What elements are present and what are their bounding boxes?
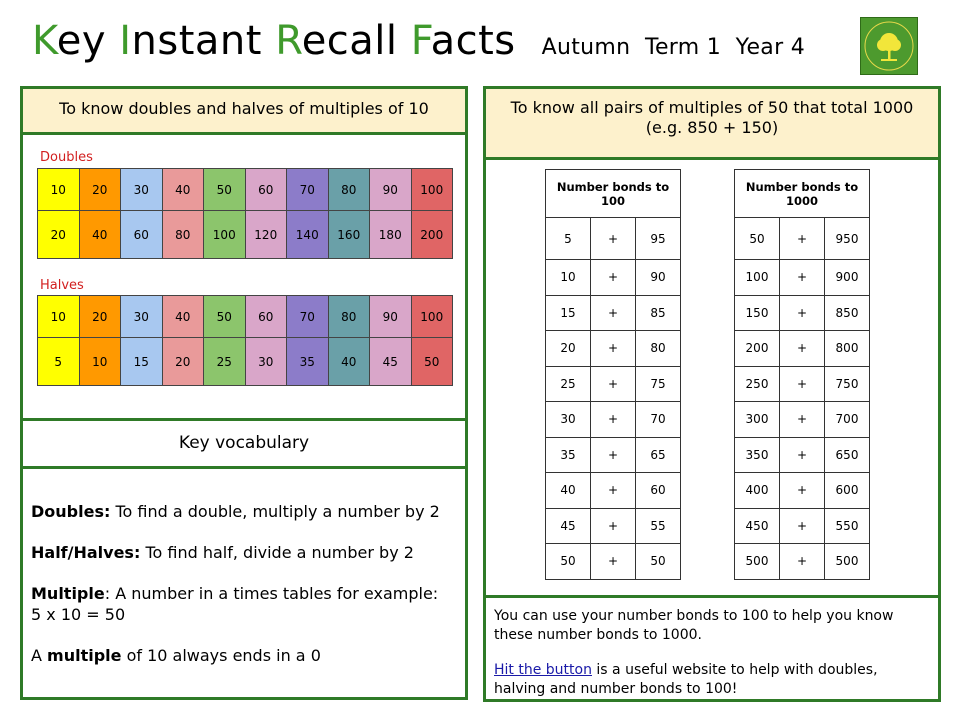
vocab-term: Half/Halves: (31, 543, 141, 562)
bonds-1000-row (735, 402, 870, 438)
bonds-1000-row (735, 544, 870, 580)
halves-result-cell: 25 (204, 338, 246, 386)
bonds-100-row (546, 331, 681, 367)
bonds-1000-plus-sign: + (780, 260, 825, 296)
bonds-1000-addend-b: 500 (825, 544, 870, 580)
bonds-100-addend-a: 50 (546, 544, 591, 580)
bonds-1000-row (735, 218, 870, 260)
bonds-100-row (546, 218, 681, 260)
bonds-1000-plus-sign: + (780, 331, 825, 367)
halves-cell: 70 (287, 296, 329, 338)
vocab-term: Multiple (31, 584, 105, 603)
bonds-1000-plus-sign: + (780, 544, 825, 580)
bonds-100-addend-a: 30 (546, 402, 591, 438)
title-rest-3: ecall (301, 18, 411, 64)
bonds-1000-addend-b: 800 (825, 331, 870, 367)
doubles-cell: 100 (411, 169, 453, 211)
vocab-item-multiple-of-10 (31, 645, 459, 666)
bonds-1000-plus-sign: + (780, 402, 825, 438)
school-logo (860, 17, 918, 75)
note-paragraph-1: You can use your number bonds to 100 to help you know these number bonds to 1000. (494, 608, 894, 643)
number-bonds-heading-line1: To know all pairs of multiples of 50 that total 1000 (510, 98, 914, 117)
doubles-cell: 60 (245, 169, 287, 211)
bonds-1000-addend-a: 250 (735, 366, 780, 402)
doubles-cell: 30 (121, 169, 163, 211)
tree-icon (861, 18, 917, 74)
doubles-cell: 40 (162, 169, 204, 211)
vocab-prefix: A (31, 646, 48, 665)
bonds-100-addend-b: 85 (636, 295, 681, 331)
bonds-1000-plus-sign: + (780, 295, 825, 331)
halves-cell: 90 (370, 296, 412, 338)
title-rest-2: nstant (131, 18, 276, 64)
halves-result-cell: 15 (121, 338, 163, 386)
halves-bottom-row (38, 338, 453, 386)
bonds-100-addend-b: 90 (636, 260, 681, 296)
bonds-100-row (546, 473, 681, 509)
bonds-100-addend-a: 45 (546, 508, 591, 544)
halves-cell: 10 (38, 296, 80, 338)
vocab-definition: To find half, divide a number by 2 (140, 543, 414, 562)
halves-cell: 60 (245, 296, 287, 338)
doubles-label: Doubles (40, 150, 93, 165)
bonds-100-addend-a: 15 (546, 295, 591, 331)
doubles-grid (37, 168, 453, 259)
doubles-result-cell: 140 (287, 211, 329, 259)
bonds-100-addend-b: 50 (636, 544, 681, 580)
vocab-item-doubles (31, 501, 459, 522)
bonds-1000-addend-b: 750 (825, 366, 870, 402)
doubles-cell: 50 (204, 169, 246, 211)
doubles-cell: 20 (79, 169, 121, 211)
title-initial-r: R (275, 18, 302, 64)
bonds-1000-addend-a: 500 (735, 544, 780, 580)
doubles-result-cell: 180 (370, 211, 412, 259)
halves-cell: 20 (79, 296, 121, 338)
vocab-definition: : A number in a times tables for example: (104, 584, 439, 603)
vocab-definition: of 10 always ends in a 0 (121, 646, 321, 665)
vocab-example: 5 x 10 = 50 (31, 605, 126, 624)
doubles-bottom-row (38, 211, 453, 259)
bonds-100-row (546, 402, 681, 438)
doubles-halves-panel (20, 86, 468, 421)
bonds-100-row (546, 544, 681, 580)
halves-result-cell: 40 (328, 338, 370, 386)
bonds-100-row (546, 366, 681, 402)
vocab-item-multiple (31, 583, 459, 604)
bonds-100-row (546, 295, 681, 331)
title-rest-1: ey (56, 18, 120, 64)
bonds-to-100-title: Number bonds to 100 (546, 170, 681, 218)
bonds-100-row (546, 437, 681, 473)
bonds-100-row (546, 260, 681, 296)
vocab-term: Doubles: (31, 502, 111, 521)
doubles-result-cell: 40 (79, 211, 121, 259)
bonds-100-plus-sign: + (591, 402, 636, 438)
halves-cell: 50 (204, 296, 246, 338)
halves-grid (37, 295, 453, 386)
bonds-100-plus-sign: + (591, 437, 636, 473)
bonds-1000-addend-b: 900 (825, 260, 870, 296)
bonds-100-addend-b: 95 (636, 218, 681, 260)
bonds-1000-row (735, 437, 870, 473)
bonds-1000-row (735, 295, 870, 331)
bonds-100-plus-sign: + (591, 508, 636, 544)
vocabulary-heading-text: Key vocabulary (178, 433, 310, 453)
bonds-1000-row (735, 366, 870, 402)
bonds-1000-addend-b: 650 (825, 437, 870, 473)
halves-top-row (38, 296, 453, 338)
halves-result-cell: 30 (245, 338, 287, 386)
halves-cell: 100 (411, 296, 453, 338)
bonds-to-1000-table (734, 169, 870, 580)
number-bonds-panel (483, 86, 941, 702)
doubles-result-cell: 160 (328, 211, 370, 259)
bonds-1000-addend-b: 700 (825, 402, 870, 438)
bonds-100-addend-b: 75 (636, 366, 681, 402)
bonds-1000-plus-sign: + (780, 473, 825, 509)
bonds-1000-addend-a: 50 (735, 218, 780, 260)
bonds-100-addend-b: 65 (636, 437, 681, 473)
vocab-item-halves (31, 542, 459, 563)
doubles-result-cell: 80 (162, 211, 204, 259)
bonds-100-addend-a: 20 (546, 331, 591, 367)
halves-result-cell: 5 (38, 338, 80, 386)
bonds-1000-plus-sign: + (780, 437, 825, 473)
bonds-1000-addend-a: 350 (735, 437, 780, 473)
bonds-1000-addend-a: 200 (735, 331, 780, 367)
doubles-result-cell: 20 (38, 211, 80, 259)
note-paragraph-2 (494, 661, 930, 699)
doubles-cell: 90 (370, 169, 412, 211)
halves-result-cell: 35 (287, 338, 329, 386)
title-initial-i: I (119, 18, 132, 64)
halves-label: Halves (40, 278, 84, 293)
number-bonds-note (486, 595, 938, 699)
halves-result-cell: 10 (79, 338, 121, 386)
doubles-halves-heading (23, 89, 465, 135)
bonds-100-addend-a: 10 (546, 260, 591, 296)
bonds-100-addend-a: 40 (546, 473, 591, 509)
bonds-1000-addend-a: 300 (735, 402, 780, 438)
bonds-1000-row (735, 508, 870, 544)
bonds-to-1000-title: Number bonds to 1000 (735, 170, 870, 218)
bonds-100-addend-b: 60 (636, 473, 681, 509)
vocab-term: multiple (47, 646, 122, 665)
number-bonds-heading-line2: (e.g. 850 + 150) (645, 118, 779, 137)
halves-result-cell: 50 (411, 338, 453, 386)
bonds-100-addend-b: 80 (636, 331, 681, 367)
bonds-100-addend-b: 70 (636, 402, 681, 438)
doubles-result-cell: 200 (411, 211, 453, 259)
bonds-1000-row (735, 260, 870, 296)
bonds-1000-row (735, 331, 870, 367)
bonds-1000-addend-a: 450 (735, 508, 780, 544)
bonds-1000-addend-b: 550 (825, 508, 870, 544)
vocabulary-panel (20, 418, 468, 700)
bonds-100-plus-sign: + (591, 544, 636, 580)
bonds-1000-plus-sign: + (780, 218, 825, 260)
halves-result-cell: 20 (162, 338, 204, 386)
vocabulary-list (31, 501, 459, 666)
bonds-1000-row (735, 473, 870, 509)
bonds-100-plus-sign: + (591, 331, 636, 367)
hit-the-button-link[interactable]: Hit the button (494, 662, 592, 678)
bonds-100-addend-a: 5 (546, 218, 591, 260)
number-bonds-heading (486, 89, 938, 160)
doubles-cell: 70 (287, 169, 329, 211)
title-rest-4: acts (430, 18, 516, 64)
halves-cell: 80 (328, 296, 370, 338)
bonds-1000-addend-a: 400 (735, 473, 780, 509)
bonds-1000-addend-b: 950 (825, 218, 870, 260)
title-initial-k: K (32, 18, 57, 64)
halves-cell: 30 (121, 296, 163, 338)
doubles-cell: 80 (328, 169, 370, 211)
bonds-1000-addend-a: 150 (735, 295, 780, 331)
halves-result-cell: 45 (370, 338, 412, 386)
bonds-100-plus-sign: + (591, 218, 636, 260)
page-subtitle: Autumn Term 1 Year 4 (541, 35, 806, 60)
bonds-1000-addend-a: 100 (735, 260, 780, 296)
doubles-top-row (38, 169, 453, 211)
vocab-definition: To find a double, multiply a number by 2 (110, 502, 440, 521)
bonds-100-plus-sign: + (591, 366, 636, 402)
bonds-1000-addend-b: 850 (825, 295, 870, 331)
page-title (32, 18, 516, 64)
bonds-100-row (546, 508, 681, 544)
bonds-1000-plus-sign: + (780, 366, 825, 402)
doubles-cell: 10 (38, 169, 80, 211)
bonds-to-100-table (545, 169, 681, 580)
halves-cell: 40 (162, 296, 204, 338)
page-header (32, 18, 805, 70)
bonds-100-addend-a: 25 (546, 366, 591, 402)
doubles-result-cell: 100 (204, 211, 246, 259)
doubles-halves-heading-text: To know doubles and halves of multiples of 10 (59, 99, 429, 118)
title-initial-f: F (410, 18, 431, 64)
vocabulary-heading (23, 421, 465, 469)
bonds-100-addend-a: 35 (546, 437, 591, 473)
note-paragraph-2-text: is a useful website to help with doubles, halving and number bonds to 100! (494, 662, 878, 697)
bonds-100-addend-b: 55 (636, 508, 681, 544)
bonds-1000-plus-sign: + (780, 508, 825, 544)
doubles-result-cell: 60 (121, 211, 163, 259)
bonds-100-plus-sign: + (591, 260, 636, 296)
doubles-result-cell: 120 (245, 211, 287, 259)
bonds-1000-addend-b: 600 (825, 473, 870, 509)
bonds-100-plus-sign: + (591, 473, 636, 509)
bonds-100-plus-sign: + (591, 295, 636, 331)
